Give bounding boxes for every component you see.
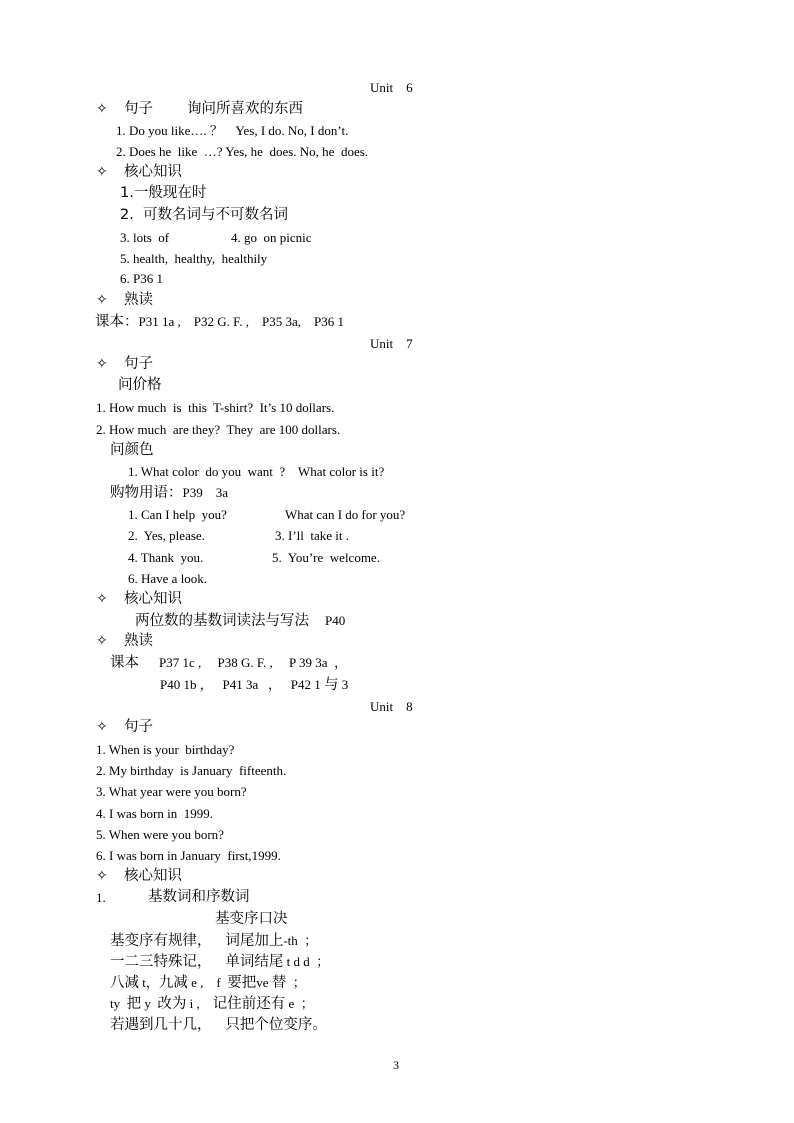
unit-7-color-1: 1. What color do you want ? What color is it? bbox=[128, 464, 385, 479]
unit-7-shopping-1: 1. Can I help you? bbox=[128, 507, 227, 522]
unit-7-title: Unit 7 bbox=[370, 336, 413, 351]
unit-7-sentences-heading: ✧ 句子 bbox=[96, 356, 153, 372]
unit-7-shopping-heading: 购物用语：P39 3a bbox=[110, 485, 228, 501]
rhyme-line-4: ty 把 y 改为 i , 记住前还有 e ； bbox=[110, 996, 314, 1012]
unit-8-sentences-heading: ✧ 句子 bbox=[96, 719, 153, 735]
unit-7-shopping-4: 4. Thank you. bbox=[128, 550, 204, 565]
unit-8-core-heading: ✧ 核心知识 bbox=[96, 868, 182, 884]
page-number: 3 bbox=[393, 1058, 399, 1072]
unit-7-core-text: 两位数的基数词读法与写法 P40 bbox=[135, 613, 346, 629]
unit-8-knowledge-1-number: 1. bbox=[96, 890, 106, 905]
rhyme-line-2: 一二三特殊记， 单词结尾 t d d ； bbox=[110, 954, 330, 970]
rhyme-line-3: 八减 t，九减 e , f 要把ve 替 ； bbox=[110, 975, 306, 991]
star-bullet-icon: ✧ bbox=[96, 292, 108, 308]
unit-8-sentence-6: 6. I was born in January first,1999. bbox=[96, 848, 281, 863]
star-bullet-icon: ✧ bbox=[96, 101, 108, 117]
unit-7-price-heading: 问价格 bbox=[118, 377, 162, 393]
unit-7-read-heading: ✧ 熟读 bbox=[96, 633, 153, 649]
unit-7-shopping-2: 2. Yes, please. bbox=[128, 528, 205, 543]
star-bullet-icon: ✧ bbox=[96, 164, 108, 180]
unit-7-shopping-3: 3. I’ll take it . bbox=[275, 528, 350, 543]
unit-8-sentence-4: 4. I was born in 1999. bbox=[96, 806, 213, 821]
unit-8-knowledge-1-text: 基数词和序数词 bbox=[148, 889, 250, 905]
unit-6-textbook-line: 课本：P31 1a , P32 G. F. , P35 3a, P36 1 bbox=[95, 314, 345, 330]
unit-8-sentence-2: 2. My birthday is January fifteenth. bbox=[96, 763, 287, 778]
star-bullet-icon: ✧ bbox=[96, 356, 108, 372]
unit-6-sentence-1: 1. Do you like…. ？ Yes, I do. No, I don’t. bbox=[116, 123, 349, 138]
unit-7-textbook-line-1: 课本 P37 1c , P38 G. F. , P 39 3a ， bbox=[110, 655, 348, 671]
unit-6-sentence-2: 2. Does he like …? Yes, he does. No, he does. bbox=[116, 144, 369, 159]
unit-6-knowledge-1: 1.一般现在时 bbox=[120, 185, 207, 201]
unit-7-shopping-6: 6. Have a look. bbox=[128, 571, 208, 586]
unit-6-title: Unit 6 bbox=[370, 80, 413, 95]
unit-6-sentences-heading: ✧ 句子 询问所喜欢的东西 bbox=[96, 101, 303, 117]
unit-7-price-1: 1. How much is this T-shirt? It’s 10 dollars. bbox=[96, 400, 335, 415]
rhyme-title: 基变序口决 bbox=[215, 911, 288, 927]
unit-6-knowledge-5: 5. health, healthy, healthily bbox=[120, 251, 268, 266]
unit-8-sentence-1: 1. When is your birthday? bbox=[96, 742, 235, 757]
rhyme-line-5: 若遇到几十几， 只把个位变序。 bbox=[110, 1017, 327, 1033]
unit-6-sentences-topic: 询问所喜欢的东西 bbox=[187, 101, 303, 117]
star-bullet-icon: ✧ bbox=[96, 591, 108, 607]
unit-6-core-heading: ✧ 核心知识 bbox=[96, 164, 182, 180]
unit-7-textbook-line-2: P40 1b ， P41 3a ， P42 1 与 3 bbox=[160, 677, 349, 693]
unit-7-price-2: 2. How much are they? They are 100 dollars. bbox=[96, 422, 341, 437]
star-bullet-icon: ✧ bbox=[96, 868, 108, 884]
unit-6-read-heading: ✧ 熟读 bbox=[96, 292, 153, 308]
unit-6-knowledge-3: 3. lots of bbox=[120, 230, 170, 245]
unit-6-knowledge-2: 2. 可数名词与不可数名词 bbox=[120, 207, 289, 223]
unit-8-title: Unit 8 bbox=[370, 699, 413, 714]
unit-8-sentence-5: 5. When were you born? bbox=[96, 827, 224, 842]
star-bullet-icon: ✧ bbox=[96, 719, 108, 735]
unit-8-sentence-3: 3. What year were you born? bbox=[96, 784, 247, 799]
unit-7-shopping-1-alt: What can I do for you? bbox=[285, 507, 406, 522]
unit-6-knowledge-4: 4. go on picnic bbox=[231, 230, 312, 245]
unit-7-color-heading: 问颜色 bbox=[110, 442, 154, 458]
unit-7-core-heading: ✧ 核心知识 bbox=[96, 591, 182, 607]
rhyme-line-1: 基变序有规律， 词尾加上-th ； bbox=[110, 933, 318, 949]
star-bullet-icon: ✧ bbox=[96, 633, 108, 649]
unit-6-knowledge-6: 6. P36 1 bbox=[120, 271, 163, 286]
unit-7-shopping-5: 5. You’re welcome. bbox=[272, 550, 380, 565]
